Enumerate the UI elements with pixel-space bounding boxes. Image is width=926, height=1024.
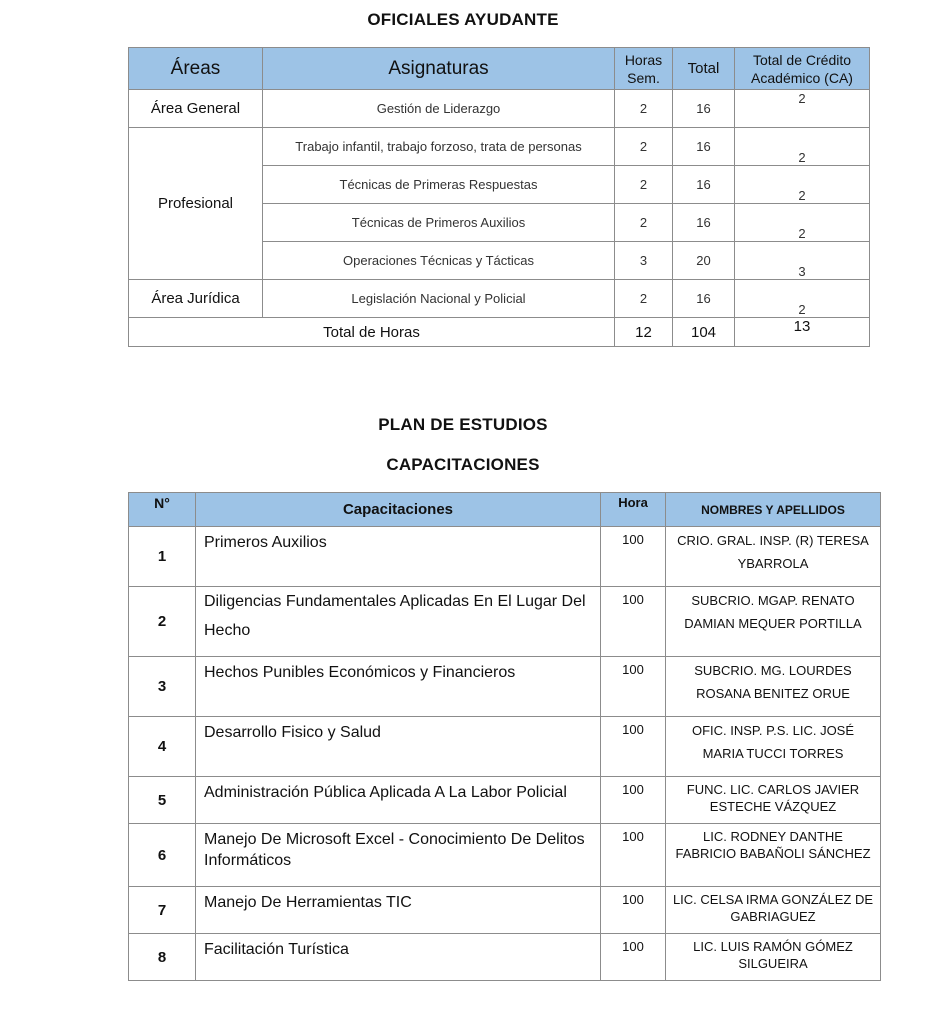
horas-cell: 2 [615,204,673,242]
table-row [129,824,881,887]
table-row [129,128,870,166]
capacitaciones-table [128,492,881,981]
row-number: 2 [129,587,196,657]
horas-cell: 3 [615,242,673,280]
table-row [129,657,881,717]
row-number: 6 [129,824,196,887]
table-row [129,934,881,981]
nombre-cell: LIC. LUIS RAMÓN GÓMEZ SILGUEIRA [666,934,881,981]
ca-cell: 2 [735,166,870,204]
capacitacion-cell: Diligencias Fundamentales Aplicadas En El Lugar Del Hecho [196,587,601,657]
horas-cell: 2 [615,280,673,318]
asignatura-cell: Técnicas de Primeras Respuestas [263,166,615,204]
ca-cell: 3 [735,242,870,280]
capacitacion-cell: Hechos Punibles Económicos y Financieros [196,657,601,717]
header-nombres: NOMBRES Y APELLIDOS [666,493,881,527]
capacitacion-cell: Desarrollo Fisico y Salud [196,717,601,777]
title-oficiales-ayudante: OFICIALES AYUDANTE [367,10,559,29]
horas-cell: 2 [615,166,673,204]
hora-cell: 100 [601,934,666,981]
row-number: 8 [129,934,196,981]
hora-cell: 100 [601,777,666,824]
capacitacion-cell: Administración Pública Aplicada A La Labor Policial [196,777,601,824]
total-total: 104 [673,318,735,347]
total-cell: 16 [673,280,735,318]
header-horas-sem: Horas Sem. [615,48,673,90]
table-header-row [129,493,881,527]
table-row [129,587,881,657]
total-cell: 16 [673,204,735,242]
asignatura-cell: Técnicas de Primeros Auxilios [263,204,615,242]
table-row [129,777,881,824]
horas-cell: 2 [615,128,673,166]
table-row [129,90,870,128]
header-numero: N° [129,493,196,527]
nombre-cell: SUBCRIO. MGAP. RENATO DAMIAN MEQUER PORTILLA [666,587,881,657]
total-cell: 16 [673,128,735,166]
header-hora: Hora [601,493,666,527]
title-capacitaciones: CAPACITACIONES [386,455,540,474]
hora-cell: 100 [601,824,666,887]
table-row [129,280,870,318]
table-row [129,887,881,934]
row-number: 4 [129,717,196,777]
row-number: 1 [129,527,196,587]
asignatura-cell: Legislación Nacional y Policial [263,280,615,318]
header-areas: Áreas [129,48,263,90]
nombre-cell: CRIO. GRAL. INSP. (R) TERESA YBARROLA [666,527,881,587]
row-number: 5 [129,777,196,824]
hora-cell: 100 [601,587,666,657]
nombre-cell: LIC. RODNEY DANTHE FABRICIO BABAÑOLI SÁNCHEZ [666,824,881,887]
row-number: 7 [129,887,196,934]
total-horas: 12 [615,318,673,347]
nombre-cell: LIC. CELSA IRMA GONZÁLEZ DE GABRIAGUEZ [666,887,881,934]
ca-cell: 2 [735,280,870,318]
capacitacion-cell: Manejo De Microsoft Excel - Conocimiento De Delitos Informáticos [196,824,601,887]
asignatura-cell: Gestión de Liderazgo [263,90,615,128]
nombre-cell: OFIC. INSP. P.S. LIC. JOSÉ MARIA TUCCI TORRES [666,717,881,777]
asignatura-cell: Operaciones Técnicas y Tácticas [263,242,615,280]
table-row [129,527,881,587]
capacitacion-cell: Facilitación Turística [196,934,601,981]
nombre-cell: FUNC. LIC. CARLOS JAVIER ESTECHE VÁZQUEZ [666,777,881,824]
total-cell: 20 [673,242,735,280]
hora-cell: 100 [601,887,666,934]
header-total: Total [673,48,735,90]
hora-cell: 100 [601,717,666,777]
total-ca: 13 [735,318,870,347]
row-number: 3 [129,657,196,717]
table-row [129,717,881,777]
header-asignaturas: Asignaturas [263,48,615,90]
capacitacion-cell: Primeros Auxilios [196,527,601,587]
area-cell: Área General [129,90,263,128]
total-cell: 16 [673,166,735,204]
ca-cell: 2 [735,128,870,166]
area-cell: Profesional [129,128,263,280]
ca-cell: 2 [735,204,870,242]
header-credito: Total de Crédito Académico (CA) [735,48,870,90]
hora-cell: 100 [601,657,666,717]
nombre-cell: SUBCRIO. MG. LOURDES ROSANA BENITEZ ORUE [666,657,881,717]
horas-cell: 2 [615,90,673,128]
asignatura-cell: Trabajo infantil, trabajo forzoso, trata de personas [263,128,615,166]
oficiales-ayudante-table [128,47,870,347]
total-cell: 16 [673,90,735,128]
table-header-row [129,48,870,90]
hora-cell: 100 [601,527,666,587]
ca-cell: 2 [735,90,870,128]
capacitacion-cell: Manejo De Herramientas TIC [196,887,601,934]
title-plan-de-estudios: PLAN DE ESTUDIOS [378,415,548,434]
area-cell: Área Jurídica [129,280,263,318]
header-capacitaciones: Capacitaciones [196,493,601,527]
total-label: Total de Horas [129,318,615,347]
total-row [129,318,870,347]
